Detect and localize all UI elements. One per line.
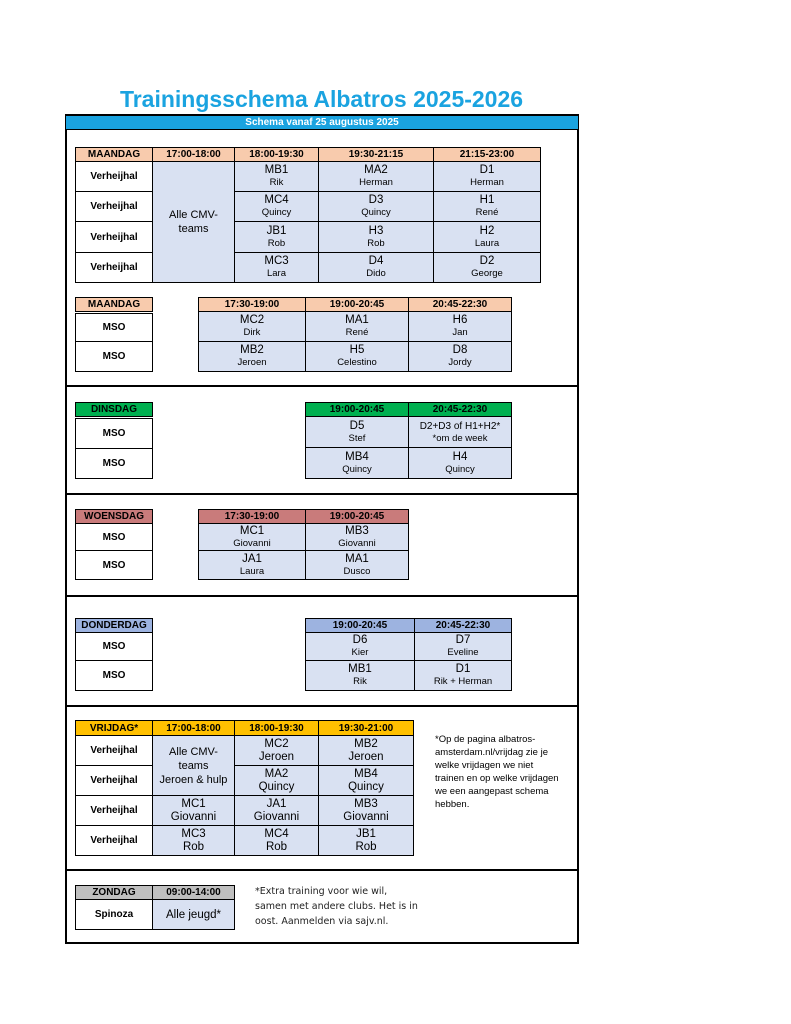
trainer-name: Quincy (445, 463, 475, 475)
trainer-name: Dusco (343, 565, 371, 577)
trainer-name: Jeroen (237, 357, 267, 368)
team-code: JA1 (242, 552, 262, 565)
team-cell (305, 341, 409, 372)
row-label: Verheijhal (75, 735, 153, 766)
team-cell (305, 416, 409, 448)
team-cell (318, 735, 414, 766)
team-code: MC2 (239, 314, 265, 326)
team-code: JB1 (356, 827, 376, 840)
team-cell (433, 191, 541, 222)
row-label: MSO (75, 418, 153, 449)
time-header: 19:00-20:45 (305, 402, 409, 417)
day-header-maandag: MAANDAG (75, 147, 153, 162)
trainer-name: Giovanni (338, 537, 376, 549)
team-code: D6 (352, 634, 368, 646)
note-line: trainen en op welke vrijdagen (435, 773, 559, 784)
note-line: welke vrijdagen we niet (435, 760, 534, 771)
time-header: 19:30-21:15 (318, 147, 434, 162)
day-header-vrijdag: VRIJDAG* (75, 720, 153, 736)
team-code: MA1 (345, 314, 369, 326)
team-cell (234, 735, 319, 766)
row-label: Verheijhal (75, 221, 153, 253)
row-label: MSO (75, 341, 153, 372)
page-title: Trainingsschema Albatros 2025-2026 (119, 86, 524, 112)
row-label: Verheijhal (75, 765, 153, 796)
team-code: D5 (349, 419, 365, 432)
team-cell (305, 523, 409, 551)
day-header-woensdag: WOENSDAG (75, 509, 153, 524)
trainer-name: Giovanni (233, 537, 271, 549)
row-label: Verheijhal (75, 191, 153, 222)
trainer-name: Quincy (342, 463, 372, 475)
team-code: D7 (455, 634, 471, 646)
team-cell (152, 795, 235, 826)
team-code: D2 (479, 255, 495, 267)
time-header: 17:30-19:00 (198, 297, 306, 312)
team-cell (408, 311, 512, 342)
team-code: MC2 (264, 737, 289, 750)
trainer-name: Quincy (361, 207, 391, 218)
row-label: MSO (75, 632, 153, 661)
team-cell (234, 252, 319, 283)
alle-cmv-teams-cell (152, 161, 235, 283)
team-code: MB2 (354, 737, 378, 750)
trainer-name: Laura (474, 237, 500, 249)
team-cell (234, 191, 319, 222)
time-header: 19:00-20:45 (305, 618, 415, 633)
note-line: oost. Aanmelden via sajv.nl. (255, 916, 389, 927)
note-line: *Op de pagina albatros- (435, 734, 536, 745)
trainer-name: Rob (355, 840, 377, 853)
team-cell (318, 795, 414, 826)
section-divider (65, 595, 579, 597)
team-code: MC4 (264, 194, 289, 206)
trainer-name: Jeroen (348, 750, 384, 763)
row-label: MSO (75, 448, 153, 479)
time-header: 20:45-22:30 (408, 402, 512, 417)
team-code: H3 (368, 224, 384, 237)
team-code: MC1 (239, 524, 265, 537)
trainer-name: René (345, 327, 369, 338)
trainer-name: Celestino (337, 357, 377, 368)
note-line: amsterdam.nl/vrijdag zie je (435, 747, 548, 758)
time-header: 19:00-20:45 (305, 509, 409, 524)
team-code: H1 (479, 194, 495, 206)
time-header: 20:45-22:30 (408, 297, 512, 312)
team-cell (234, 221, 319, 253)
day-header-zondag: ZONDAG (75, 885, 153, 900)
alle-line: Alle CMV- (169, 745, 218, 758)
team-code: D2+D3 of H1+H2* (419, 420, 501, 432)
time-header: 19:00-20:45 (305, 297, 409, 312)
team-cell (234, 825, 319, 856)
time-header: 17:00-18:00 (152, 147, 235, 162)
team-cell (305, 311, 409, 342)
team-cell (408, 447, 512, 479)
row-label: MSO (75, 523, 153, 551)
team-code: MC3 (181, 827, 206, 840)
time-header: 18:00-19:30 (234, 147, 319, 162)
section-divider (65, 705, 579, 707)
team-cell (318, 191, 434, 222)
time-header: 09:00-14:00 (152, 885, 235, 900)
trainer-name: Kier (351, 647, 369, 658)
trainer-name: Giovanni (253, 810, 300, 823)
team-code: D3 (368, 194, 384, 206)
trainer-name: Giovanni (170, 810, 217, 823)
trainer-name: Jan (452, 327, 468, 338)
team-code: MB2 (240, 344, 264, 356)
trainer-name: René (475, 207, 499, 218)
team-code: D1 (479, 164, 495, 176)
alle-line: Alle CMV- (169, 209, 218, 221)
trainer-name: Rik (269, 177, 284, 188)
team-code: D4 (368, 255, 384, 267)
team-code: MA1 (345, 552, 369, 565)
section-divider (65, 493, 579, 495)
schedule-subtitle: Schema vanaf 25 augustus 2025 (66, 116, 578, 130)
row-label: Verheijhal (75, 795, 153, 826)
row-label: MSO (75, 550, 153, 580)
team-cell (198, 311, 306, 342)
team-cell (234, 161, 319, 192)
section-divider (65, 385, 579, 387)
team-code: H2 (479, 224, 495, 237)
team-cell (408, 416, 512, 448)
team-cell (433, 252, 541, 283)
team-code: MC4 (264, 827, 289, 840)
team-code: MB1 (264, 164, 289, 176)
team-cell (318, 825, 414, 856)
note-line: hebben. (435, 799, 470, 810)
day-header-donderdag: DONDERDAG (75, 618, 153, 633)
team-code: MB1 (348, 663, 372, 675)
alle-jeugd-cell: Alle jeugd* (152, 899, 235, 930)
team-code: D1 (455, 663, 471, 675)
row-label: Verheijhal (75, 825, 153, 856)
row-label: Spinoza (75, 899, 153, 930)
row-label: MSO (75, 313, 153, 342)
team-code: MC1 (181, 797, 206, 810)
trainer-name: Jordy (448, 357, 472, 368)
trainer-name: Herman (470, 177, 504, 188)
trainer-name: Jeroen (258, 750, 295, 763)
team-cell (305, 660, 415, 691)
team-code: MB3 (345, 524, 369, 537)
alle-line: Jeroen & hulp (159, 773, 228, 786)
team-code: MB4 (345, 450, 369, 463)
alle-cmv-teams-cell (152, 735, 235, 796)
team-code: MA2 (364, 164, 388, 176)
trainer-name: Dirk (243, 327, 261, 338)
team-cell (198, 523, 306, 551)
trainer-name: Rik (353, 676, 367, 687)
team-cell (305, 632, 415, 661)
trainer-name: Rob (267, 237, 286, 249)
team-cell (152, 825, 235, 856)
row-label: Verheijhal (75, 252, 153, 283)
vrijdag-note (435, 733, 575, 811)
team-cell (318, 252, 434, 283)
trainer-name: Herman (359, 177, 393, 188)
alle-line: teams (178, 759, 209, 772)
time-header: 20:45-22:30 (414, 618, 512, 633)
time-header: 17:00-18:00 (152, 720, 235, 736)
day-header-maandag: MAANDAG (75, 297, 153, 312)
trainer-name: Dido (366, 268, 386, 279)
team-cell (198, 550, 306, 580)
section-divider (65, 869, 579, 871)
team-code: JA1 (266, 797, 287, 810)
team-cell (414, 660, 512, 691)
team-cell (318, 765, 414, 796)
team-code: MB3 (354, 797, 378, 810)
team-cell (234, 765, 319, 796)
trainer-name: Quincy (348, 780, 384, 793)
alle-line: teams (178, 223, 209, 235)
time-header: 17:30-19:00 (198, 509, 306, 524)
note-line: samen met andere clubs. Het is in (255, 901, 418, 912)
trainer-name: Stef (348, 432, 366, 444)
team-code: MA2 (264, 767, 289, 780)
team-code: D8 (452, 344, 468, 356)
team-code: MC3 (264, 255, 289, 267)
row-label: Verheijhal (75, 161, 153, 192)
team-cell (305, 550, 409, 580)
note-line: we een aangepast schema (435, 786, 549, 797)
zondag-note (255, 884, 455, 929)
trainer-name: George (471, 268, 503, 279)
team-cell (408, 341, 512, 372)
team-cell (234, 795, 319, 826)
trainer-name: Lara (266, 268, 286, 279)
trainer-name: Quincy (258, 780, 295, 793)
time-header: 19:30-21:00 (318, 720, 414, 736)
trainer-name: Rob (265, 840, 288, 853)
trainer-name: Eveline (447, 647, 479, 658)
team-code: JB1 (266, 224, 287, 237)
day-header-dinsdag: DINSDAG (75, 402, 153, 417)
trainer-name: Rob (182, 840, 205, 853)
team-cell (198, 341, 306, 372)
team-code: H5 (349, 344, 365, 356)
team-code: H4 (452, 450, 468, 463)
team-code: H6 (452, 314, 468, 326)
trainer-name: *om de week (432, 432, 488, 444)
trainer-name: Quincy (261, 207, 292, 218)
team-cell (433, 161, 541, 192)
team-cell (433, 221, 541, 253)
trainer-name: Giovanni (343, 810, 389, 823)
team-cell (318, 221, 434, 253)
team-code: MB4 (354, 767, 378, 780)
trainer-name: Laura (239, 565, 265, 577)
team-cell (318, 161, 434, 192)
row-label: MSO (75, 660, 153, 691)
team-cell (305, 447, 409, 479)
time-header: 21:15-23:00 (433, 147, 541, 162)
trainer-name: Rob (367, 237, 385, 249)
trainer-name: Rik + Herman (433, 676, 493, 687)
note-line: *Extra training voor wie wil, (255, 886, 388, 897)
team-cell (414, 632, 512, 661)
time-header: 18:00-19:30 (234, 720, 319, 736)
